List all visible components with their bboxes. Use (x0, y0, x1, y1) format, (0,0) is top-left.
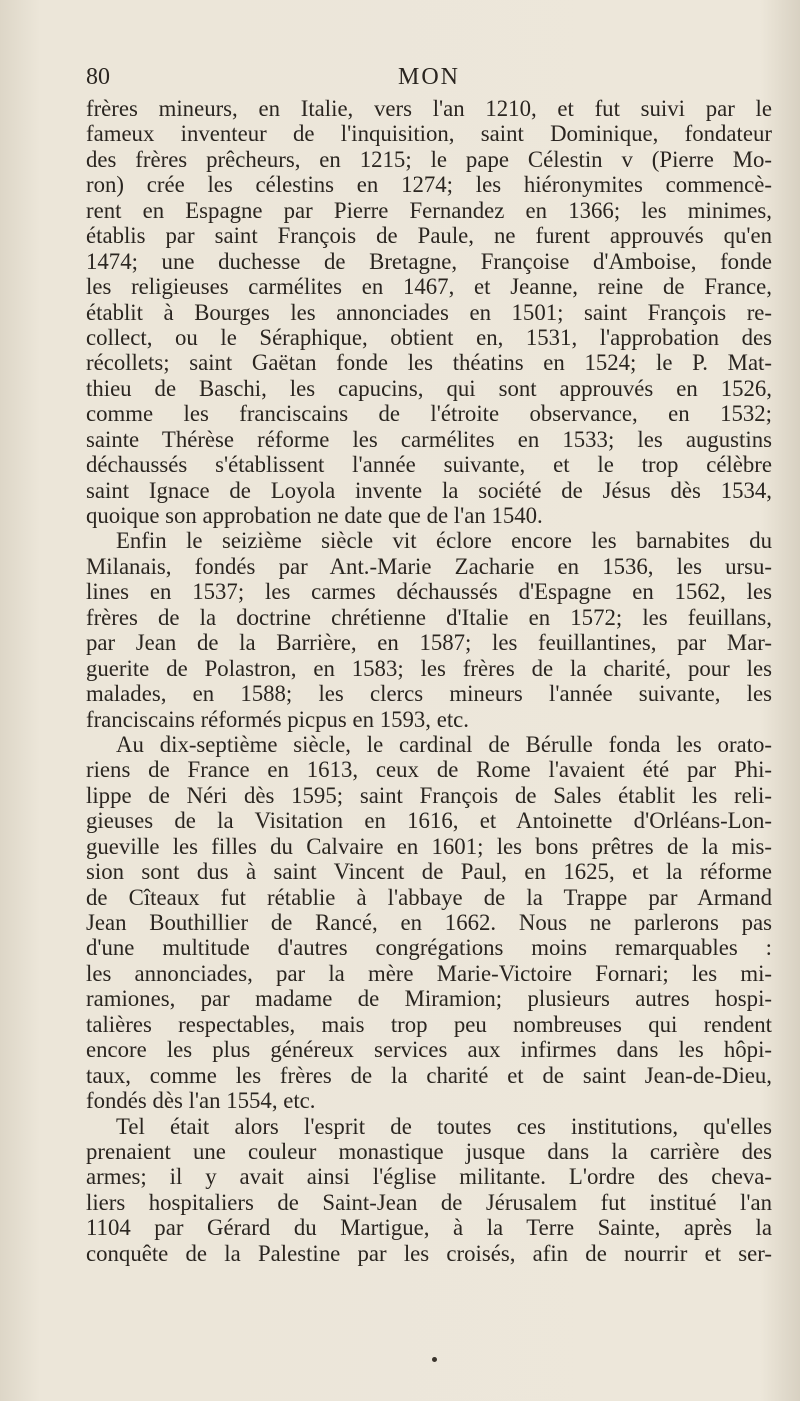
text-line: encore les plus généreux services aux infirmes dans les hôpi- (86, 1037, 772, 1063)
text-line: Jean Bouthillier de Rancé, en 1662. Nous ne parlerons pas (86, 910, 772, 935)
text-line: Au dix-septième siècle, le cardinal de Bérulle fonda les orato- (116, 731, 772, 757)
text-line: établis par saint François de Paule, ne furent approuvés qu'en (86, 223, 772, 249)
text-line: les annonciades, par la mère Marie-Victoire Fornari; les mi- (86, 960, 772, 986)
text-line: guerite de Polastron, en 1583; les frères de la charité, pour les (86, 655, 772, 681)
text-line: déchaussés s'établissent l'année suivante, et le trop célèbre (86, 452, 772, 478)
page-header (86, 64, 772, 94)
text-line: ramiones, par madame de Miramion; plusieurs autres hospi- (86, 986, 772, 1012)
text-line: fameux inventeur de l'inquisition, saint Dominique, fondateur (86, 121, 772, 147)
ink-speck (432, 1357, 437, 1362)
text-line: d'une multitude d'autres congrégations moins remarquables : (86, 935, 772, 961)
text-line: Tel était alors l'esprit de toutes ces institutions, qu'elles (116, 1113, 772, 1139)
text-line: conquête de la Palestine par les croisés, afin de nourrir et ser- (86, 1240, 772, 1266)
text-line: saint Ignace de Loyola invente la société de Jésus dès 1534, (86, 477, 772, 503)
text-line: 1474; une duchesse de Bretagne, Françoise d'Amboise, fonde (86, 248, 772, 274)
text-line: sainte Thérèse réforme les carmélites en 1533; les augustins (86, 426, 772, 452)
text-line: riens de France en 1613, ceux de Rome l'avaient été par Phi- (86, 757, 772, 783)
text-line: comme les franciscains de l'étroite observance, en 1532; (86, 401, 772, 427)
text-line: franciscains réformés picpus en 1593, etc. (86, 706, 469, 732)
text-line: prenaient une couleur monastique jusque dans la carrière des (86, 1138, 772, 1164)
text-line: liers hospitaliers de Saint-Jean de Jérusalem fut institué l'an (86, 1189, 772, 1215)
text-line: malades, en 1588; les clercs mineurs l'année suivante, les (86, 681, 772, 707)
paragraph (86, 732, 772, 1114)
text-line: thieu de Baschi, les capucins, qui sont approuvés en 1526, (86, 375, 772, 401)
text-line: frères mineurs, en Italie, vers l'an 1210, et fut suivi par le (86, 96, 772, 121)
paragraph (86, 528, 772, 732)
text-line: sion sont dus à saint Vincent de Paul, en 1625, et la réforme (86, 859, 772, 885)
running-head: MON (397, 64, 460, 90)
paragraph (86, 1114, 772, 1267)
text-line: Enfin le seizième siècle vit éclore encore les barnabites du (116, 528, 772, 554)
text-line: armes; il y avait ainsi l'église militante. L'ordre des cheva- (86, 1164, 772, 1190)
text-line: ron) crée les célestins en 1274; les hiéronymites commencè- (86, 172, 772, 198)
text-line: les religieuses carmélites en 1467, et Jeanne, reine de France, (86, 274, 772, 300)
body-text (86, 96, 772, 1266)
text-line: établit à Bourges les annonciades en 1501; saint François re- (86, 299, 772, 325)
text-line: lippe de Néri dès 1595; saint François de Sales établit les reli- (86, 782, 772, 808)
paragraph (86, 96, 772, 528)
text-line: Milanais, fondés par Ant.-Marie Zacharie en 1536, les ursu- (86, 553, 772, 579)
text-line: par Jean de la Barrière, en 1587; les feuillantines, par Mar- (86, 630, 772, 656)
text-line: gieuses de la Visitation en 1616, et Antoinette d'Orléans-Lon- (86, 808, 772, 834)
text-line: de Cîteaux fut rétablie à l'abbaye de la Trappe par Armand (86, 884, 772, 910)
text-line: gueville les filles du Calvaire en 1601; les bons prêtres de la mis- (86, 833, 772, 859)
page-number: 80 (86, 64, 110, 90)
text-line: taux, comme les frères de la charité et de saint Jean-de-Dieu, (86, 1062, 772, 1088)
text-line: rent en Espagne par Pierre Fernandez en 1366; les minimes, (86, 197, 772, 223)
text-line: 1104 par Gérard du Martigue, à la Terre Sainte, après la (86, 1215, 772, 1241)
text-line: récollets; saint Gaëtan fonde les théatins en 1524; le P. Mat- (86, 350, 772, 376)
text-line: frères de la doctrine chrétienne d'Italie en 1572; les feuillans, (86, 604, 772, 630)
text-line: fondés dès l'an 1554, etc. (86, 1088, 316, 1114)
text-line: talières respectables, mais trop peu nombreuses qui rendent (86, 1011, 772, 1037)
text-line: quoique son approbation ne date que de l'an 1540. (86, 503, 543, 528)
text-line: collect, ou le Séraphique, obtient en, 1531, l'approbation des (86, 324, 772, 350)
text-line: des frères prêcheurs, en 1215; le pape Célestin v (Pierre Mo- (86, 146, 772, 172)
text-line: lines en 1537; les carmes déchaussés d'Espagne en 1562, les (86, 579, 772, 605)
